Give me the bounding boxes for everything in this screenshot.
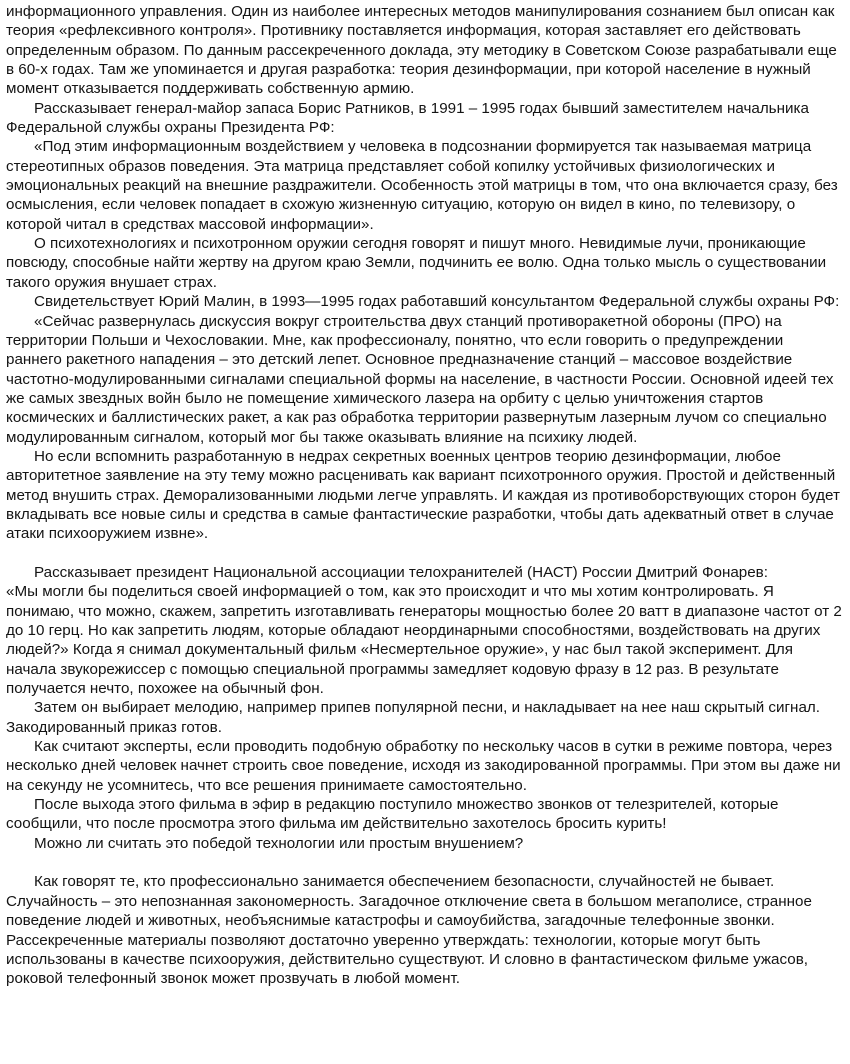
- paragraph-gap: [6, 853, 842, 872]
- paragraph-fonarev-quote: «Мы могли бы поделиться своей информацией о том, как это происходит и что мы хотим контролировать. Я понимаю, что можно, скажем, запретить изготавливать генераторы мощностью более 20 ватт в диапазоне частот от 2 до 10 герц. Но как запретить людям, которые обладают неординарными способностями, воздействовать на других людей?» Когда я снимал документальный фильм «Несмертельное оружие», у нас был такой эксперимент. Для начала звукорежиссер с помощью специальной программы замедляет кодовую фразу в 12 раз. В результате получается нечто, похожее на обычный фон.: [6, 583, 842, 698]
- paragraph-gap: [6, 544, 842, 563]
- paragraph-intro: информационного управления. Один из наиболее интересных методов манипулирования сознанием был описан как теория «рефлексивного контроля». Противнику поставляется информация, которая заставляет его действовать определенным образом. По данным рассекреченного доклада, эту методику в Советском Союзе разрабатывали еще в 60-х годах. Там же упоминается и другая разработка: теория дезинформации, при которой население в нужный момент отказывается поддерживать собственную армию.: [6, 3, 837, 98]
- paragraph-ratnikov-intro: Рассказывает генерал-майор запаса Борис Ратников, в 1991 – 1995 годах бывший заместителем начальника Федеральной службы охраны Президента РФ:: [6, 99, 809, 137]
- paragraph-disinformation: Но если вспомнить разработанную в недрах секретных военных центров теорию дезинформации, любое авторитетное заявление на эту тему можно расценивать как вариант психотронного оружия. Простой и действенный метод внушить страх. Деморализованными людьми легче управлять. И каждая из противоборствующих сторон будет вкладывать все новые силы и средства в самые фантастические разработки, чтобы дать адекватный ответ в случае атаки психооружием извне».: [6, 447, 840, 543]
- paragraph-experts: Как считают эксперты, если проводить подобную обработку по нескольку часов в сутки в режиме повтора, через несколько дней человек начнет строить свое поведение, исходя из закодированной программы. При этом вы даже ни на секунду не усомнитесь, что все решения принимаете самостоятельно.: [6, 738, 841, 794]
- paragraph-conclusion: Как говорят те, кто профессионально занимается обеспечением безопасности, случайностей не бывает. Случайность – это непознанная закономерность. Загадочное отключение света в большом мегаполисе, странное поведение людей и животных, необъяснимые катастрофы и самоубийства, загадочные телефонные звонки. Рассекреченные материалы позволяют достаточно уверенно утверждать: технологии, которые могут быть использованы в качестве психооружия, действительно существуют. И словно в фантастическом фильме ужасов, роковой телефонный звонок может прозвучать в любой момент.: [6, 873, 812, 988]
- paragraph-psychotronics: О психотехнологиях и психотронном оружии сегодня говорят и пишут много. Невидимые лучи, проникающие повсюду, способные найти жертву на другом краю Земли, подчинить ее волю. Одна только мысль о существовании такого оружия внушает страх.: [6, 235, 827, 291]
- paragraph-malin-intro: Свидетельствует Юрий Малин, в 1993—1995 годах работавший консультантом Федеральной службы охраны РФ:: [34, 293, 840, 311]
- document-page: [6, 2, 842, 989]
- paragraph-malin-quote: «Сейчас развернулась дискуссия вокруг строительства двух станций противоракетной обороны (ПРО) на территории Польши и Чехословакии. Мне, как профессионалу, понятно, что если говорить о предупреждении раннего ракетного нападения – это детский лепет. Основное предназначение станций – массовое воздействие частотно-модулированными сигналами специальной формы на население, в частности России. Основной идеей тех же самых звездных войн было не помещение химического лазера на орбиту с целью уничтожения стартов космических и баллистических ракет, а как раз обработка территории развернутым лазерным лучом со специально модулированным сигналом, который мог бы также оказывать влияние на психику людей.: [6, 312, 834, 446]
- paragraph-question: Можно ли считать это победой технологии или простым внушением?: [34, 834, 524, 852]
- paragraph-film-reaction: После выхода этого фильма в эфир в редакцию поступило множество звонков от телезрителей, которые сообщили, что после просмотра этого фильма им действительно захотелось бросить курить!: [6, 796, 779, 833]
- paragraph-ratnikov-quote: «Под этим информационным воздействием у человека в подсознании формируется так называемая матрица стереотипных образов поведения. Эта матрица представляет собой копилку устойчивых физиологических и эмоциональных реакций на внешние раздражители. Особенность этой матрицы в том, что она включается сразу, без осмысления, если человек попадает в схожую жизненную ситуацию, которую он видел в кино, по телевизору, о которой читал в средствах массовой информации».: [6, 138, 838, 233]
- paragraph-fonarev-intro: Рассказывает президент Национальной ассоциации телохранителей (НАСТ) России Дмитрий Фонарев:: [34, 563, 768, 581]
- paragraph-melody: Затем он выбирает мелодию, например припев популярной песни, и накладывает на нее наш скрытый сигнал. Закодированный приказ готов.: [6, 699, 820, 736]
